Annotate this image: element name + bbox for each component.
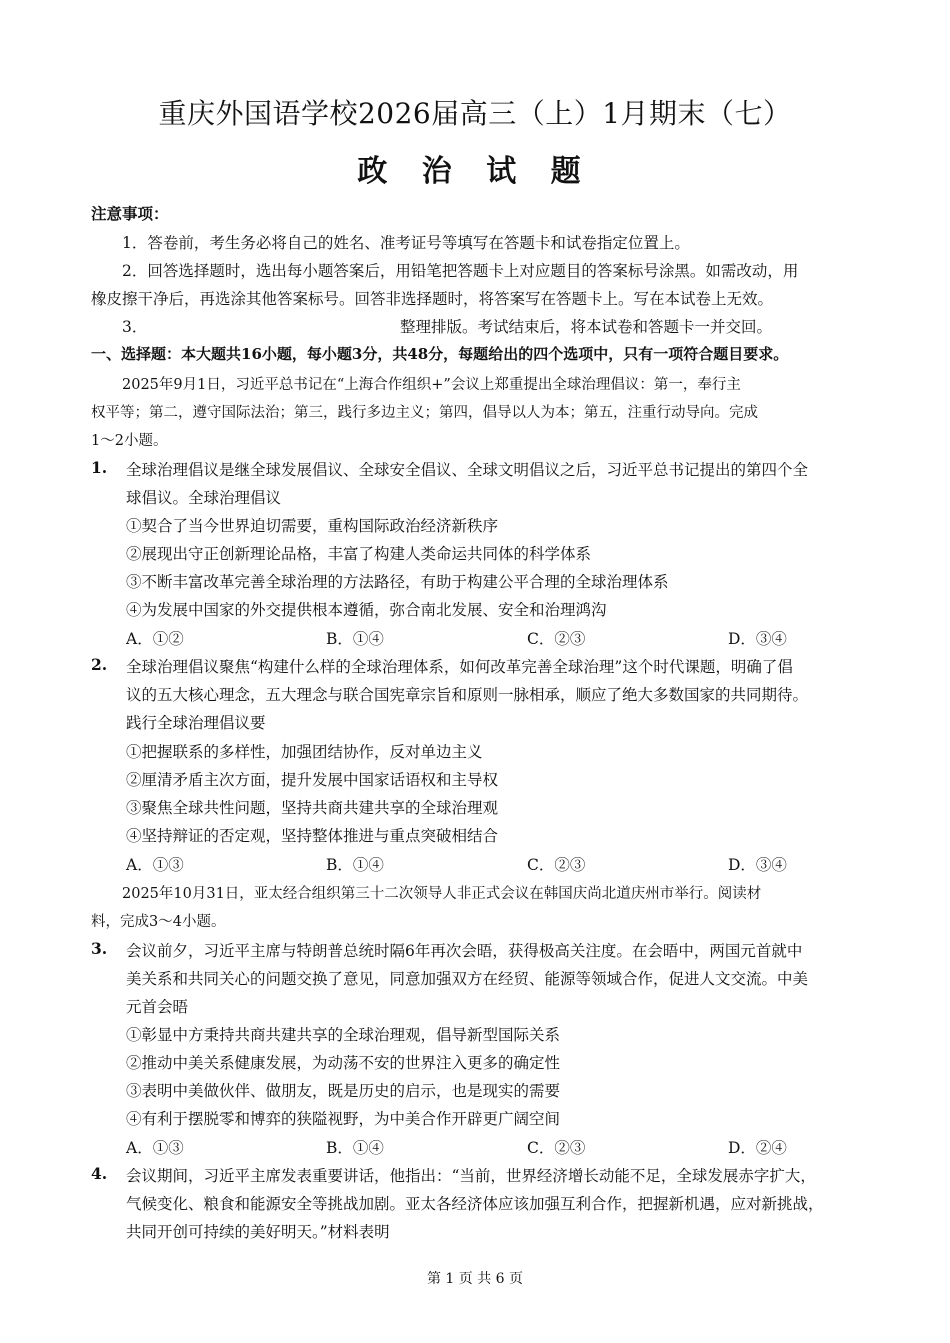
question-1-stem-line-2: 球倡议。全球治理倡议 [126,489,282,507]
material-1-line-2: 权平等；第二，遵守国际法治；第三，践行多边主义；第四，倡导以人为本；第五，注重行动导向。完成 [91,405,758,421]
question-3-stem-line-1: 会议前夕，习近平主席与特朗普总统时隔6年再次会晤，获得极高关注度。在会晤中，两国元首就中 [126,942,803,960]
question-2-item-1: ①把握联系的多样性，加强团结协作，反对单边主义 [126,743,483,761]
question-2-item-2: ②厘清矛盾主次方面，提升发展中国家话语权和主导权 [126,771,499,789]
section-heading: 一、选择题：本大题共16小题，每小题3分，共48分，每题给出的四个选项中，只有一项符合题目要求。 [91,345,789,363]
question-1-item-1: ①契合了当今世界迫切需要，重构国际政治经济新秩序 [126,517,499,535]
notes-heading: 注意事项： [91,204,169,223]
question-1-item-3: ③不断丰富改革完善全球治理的方法路径，有助于构建公平合理的全球治理体系 [126,573,669,591]
question-1-option-c: C．②③ [527,630,586,648]
question-1-number: 1. [91,458,108,477]
material-2-line-1: 2025年10月31日，亚太经合组织第三十二次领导人非正式会议在韩国庆尚北道庆州市举行。阅读材 [122,886,762,902]
question-3-item-3: ③表明中美做伙伴、做朋友，既是历史的启示，也是现实的需要 [126,1082,561,1100]
question-4-stem-line-3: 共同开创可持续的美好明天。”材料表明 [126,1223,390,1241]
question-3-stem-line-3: 元首会晤 [126,998,189,1016]
question-4-stem-line-2: 气候变化、粮食和能源安全等挑战加剧。亚太各经济体应该加强互利合作，把握新机遇，应对新挑战， [126,1195,824,1213]
question-3-option-b: B．①④ [326,1139,384,1157]
question-3-option-a: A．①③ [126,1139,184,1157]
question-1-option-b: B．①④ [326,630,384,648]
question-1-item-4: ④为发展中国家的外交提供根本遵循，弥合南北发展、安全和治理鸿沟 [126,601,607,619]
question-2-item-4: ④坚持辩证的否定观，坚持整体推进与重点突破相结合 [126,827,499,845]
question-3-number: 3. [91,939,108,958]
exam-subject: 政 治 试 题 [357,154,593,189]
question-3-option-d: D．②④ [728,1139,787,1157]
note-item-3-text: 整理排版。考试结束后，将本试卷和答题卡一并交回。 [400,318,773,336]
question-2-option-b: B．①④ [326,856,384,874]
note-item-2-line-1: 2．回答选择题时，选出每小题答案后，用铅笔把答题卡上对应题目的答案标号涂黑。如需改动，用 [122,262,799,280]
question-2-option-a: A．①③ [126,856,184,874]
question-2-option-c: C．②③ [527,856,586,874]
note-item-2-line-2: 橡皮擦干净后，再选涂其他答案标号。回答非选择题时，将答案写在答题卡上。写在本试卷上无效。 [91,290,774,308]
exam-title: 重庆外国语学校2026届高三（上）1月期末（七） [158,97,792,130]
question-3-item-1: ①彰显中方秉持共商共建共享的全球治理观，倡导新型国际关系 [126,1026,561,1044]
question-3-stem-line-2: 美关系和共同关心的问题交换了意见，同意加强双方在经贸、能源等领域合作，促进人文交流。中美 [126,970,809,988]
question-4-number: 4. [91,1164,108,1183]
question-2-option-d: D．③④ [728,856,787,874]
note-item-1: 1．答卷前，考生务必将自己的姓名、准考证号等填写在答题卡和试卷指定位置上。 [122,234,690,252]
question-3-item-2: ②推动中美关系健康发展，为动荡不安的世界注入更多的确定性 [126,1054,561,1072]
question-2-item-3: ③聚焦全球共性问题，坚持共商共建共享的全球治理观 [126,799,499,817]
material-2-line-2: 料，完成3～4小题。 [91,914,226,930]
question-2-stem-line-3: 践行全球治理倡议要 [126,714,266,732]
note-item-3-num: 3． [122,318,148,336]
question-3-item-4: ④有利于摆脱零和博弈的狭隘视野，为中美合作开辟更广阔空间 [126,1110,561,1128]
question-1-stem-line-1: 全球治理倡议是继全球发展倡议、全球安全倡议、全球文明倡议之后，习近平总书记提出的第四个全 [126,461,809,479]
question-2-stem-line-1: 全球治理倡议聚焦“构建什么样的全球治理体系，如何改革完善全球治理”这个时代课题，明确了倡 [126,658,793,676]
question-1-option-a: A．①② [126,630,184,648]
question-3-option-c: C．②③ [527,1139,586,1157]
question-2-stem-line-2: 议的五大核心理念，五大理念与联合国宪章宗旨和原则一脉相承，顺应了绝大多数国家的共同期待。 [126,686,809,704]
question-1-option-d: D．③④ [728,630,787,648]
question-4-stem-line-1: 会议期间，习近平主席发表重要讲话，他指出：“当前，世界经济增长动能不足，全球发展赤字扩大， [126,1167,816,1185]
page-footer: 第 1 页 共 6 页 [426,1271,524,1287]
question-1-item-2: ②展现出守正创新理论品格，丰富了构建人类命运共同体的科学体系 [126,545,592,563]
question-2-number: 2. [91,655,108,674]
material-1-line-3: 1～2小题。 [91,433,168,449]
material-1-line-1: 2025年9月1日，习近平总书记在“上海合作组织+”会议上郑重提出全球治理倡议：第一，奉行主 [122,377,741,393]
